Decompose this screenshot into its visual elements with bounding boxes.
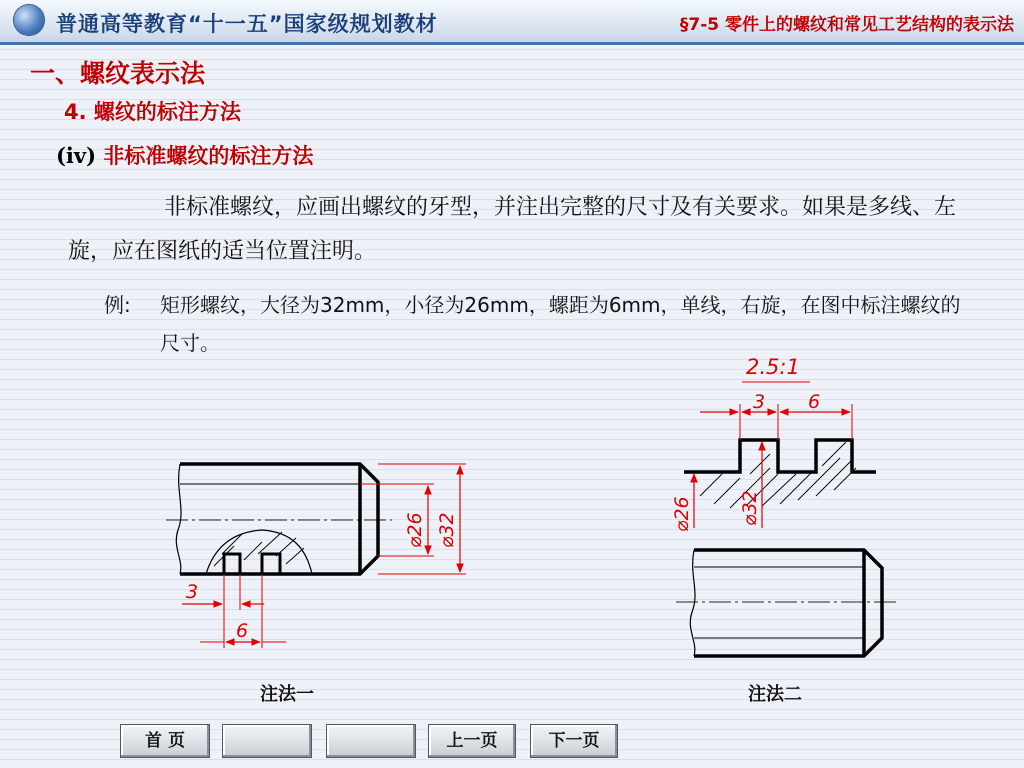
fig2-dim-pitch: 6 (808, 391, 821, 413)
fig1-dim-minor: ⌀26 (404, 512, 426, 548)
nav-prev-button[interactable]: 上一页 (428, 724, 516, 758)
nav-blank-button-2[interactable] (326, 724, 416, 758)
figure2-drawing (671, 355, 900, 656)
example-label: 例: (104, 293, 131, 317)
heading-level3-number: (ⅳ) (56, 143, 97, 168)
nav-blank-button-1[interactable] (222, 724, 312, 758)
series-title: 普通高等教育“十一五”国家级规划教材 (56, 12, 438, 36)
fig2-dim-tooth: 3 (753, 391, 766, 413)
nav-next-button[interactable]: 下一页 (530, 724, 618, 758)
example-text: 矩形螺纹，大径为32mm，小径为26mm，螺距为6mm，单线，右旋，在图中标注螺纹的尺寸。 (160, 293, 961, 355)
figure2-caption: 注法二 (748, 684, 802, 705)
heading-level3-text: 非标准螺纹的标注方法 (103, 144, 314, 168)
fig1-dim-tooth: 3 (186, 581, 199, 603)
fig2-dim-minor: ⌀26 (671, 496, 693, 532)
figure1-caption: 注法一 (260, 684, 314, 705)
fig1-dim-pitch: 6 (236, 620, 249, 642)
body-paragraph: 非标准螺纹，应画出螺纹的牙型，并注出完整的尺寸及有关要求。如果是多线、左旋，应在图纸的适当位置注明。 (68, 195, 957, 264)
fig2-dim-major: ⌀32 (739, 490, 761, 526)
section-title: §7-5 零件上的螺纹和常见工艺结构的表示法 (679, 15, 1014, 35)
nav-home-button[interactable]: 首 页 (120, 724, 210, 758)
fig1-dim-major: ⌀32 (436, 512, 458, 548)
heading-level1: 一、螺纹表示法 (30, 59, 206, 88)
figure1-drawing (166, 464, 466, 648)
heading-level2: 4. 螺纹的标注方法 (64, 100, 241, 124)
fig2-scale: 2.5:1 (746, 355, 800, 379)
